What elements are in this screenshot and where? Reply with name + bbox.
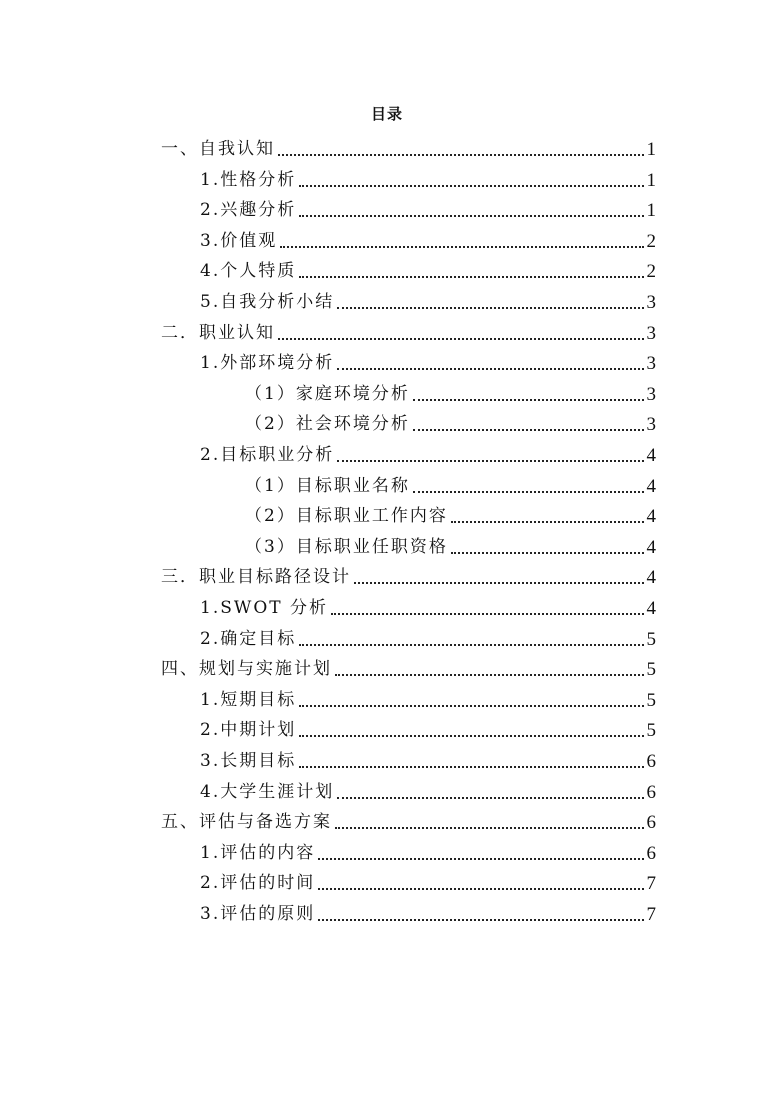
toc-entry-label: 1.外部环境分析 — [200, 353, 335, 374]
toc-entry-page-number: 4 — [646, 506, 656, 528]
toc-entry[interactable] — [245, 465, 656, 496]
toc-entry-page-number: 4 — [646, 598, 656, 619]
toc-entry-page-number: 1 — [646, 200, 656, 222]
toc-dot-leader — [318, 919, 644, 921]
toc-entry-label: 1.性格分析 — [200, 169, 297, 190]
toc-dot-leader — [299, 644, 644, 646]
toc-entry-page-number: 4 — [646, 445, 656, 466]
toc-entry[interactable] — [200, 250, 656, 281]
toc-entry-page-number: 4 — [646, 475, 656, 497]
toc-entry[interactable] — [200, 893, 656, 924]
toc-entry-label: （2）社会环境分析 — [245, 414, 410, 435]
toc-entry[interactable] — [161, 312, 656, 343]
toc-title: 目录 — [370, 105, 403, 123]
toc-entry-page-number: 2 — [646, 230, 656, 252]
toc-dot-leader — [413, 429, 644, 431]
toc-entry-label: 2.兴趣分析 — [200, 200, 297, 221]
toc-entry-label: 五、评估与备选方案 — [161, 812, 332, 833]
toc-dot-leader — [413, 399, 644, 401]
toc-entry[interactable] — [161, 128, 656, 159]
toc-entry[interactable] — [200, 618, 656, 649]
toc-entry-label: 三．职业目标路径设计 — [161, 567, 351, 588]
toc-dot-leader — [280, 246, 644, 248]
toc-entry-label: 4.大学生涯计划 — [200, 781, 335, 802]
toc-dot-leader — [299, 705, 644, 707]
toc-dot-leader — [318, 858, 644, 860]
toc-entry-label: 1.评估的内容 — [200, 842, 316, 863]
toc-entry-label: 3.价值观 — [200, 230, 278, 251]
toc-dot-leader — [337, 368, 644, 370]
toc-entry-page-number: 1 — [646, 139, 656, 160]
toc-entry[interactable] — [245, 526, 656, 557]
toc-entry-label: 3.长期目标 — [200, 751, 297, 771]
toc-entry-page-number: 3 — [646, 292, 656, 313]
toc-entry-page-number: 6 — [646, 842, 656, 864]
toc-dot-leader — [278, 338, 644, 340]
toc-entry-label: （2）目标职业工作内容 — [245, 506, 448, 527]
toc-entry-page-number: 6 — [646, 751, 656, 772]
toc-entry-label: 2.评估的时间 — [200, 873, 316, 894]
toc-dot-leader — [335, 674, 644, 676]
toc-entry[interactable] — [200, 189, 656, 220]
toc-entry[interactable] — [200, 587, 656, 618]
toc-dot-leader — [318, 888, 644, 890]
toc-entry[interactable] — [200, 832, 656, 863]
toc-dot-leader — [299, 215, 644, 217]
toc-entry[interactable] — [200, 434, 656, 465]
toc-entry[interactable] — [161, 556, 656, 587]
toc-dot-leader — [451, 552, 644, 554]
toc-entry-page-number: 5 — [646, 628, 656, 650]
toc-entry[interactable] — [161, 648, 656, 679]
toc-dot-leader — [354, 582, 644, 584]
toc-entry-page-number: 3 — [646, 383, 656, 405]
toc-entry-page-number: 6 — [646, 812, 656, 834]
toc-entry-label: （3）目标职业任职资格 — [245, 536, 448, 557]
toc-entry-page-number: 6 — [646, 781, 656, 803]
toc-dot-leader — [278, 154, 644, 156]
toc-entry-page-number: 7 — [646, 904, 656, 925]
toc-entry[interactable] — [200, 281, 656, 312]
toc-entry[interactable] — [200, 679, 656, 710]
toc-entry[interactable] — [200, 709, 656, 740]
toc-entry-page-number: 2 — [646, 261, 656, 283]
toc-entry[interactable] — [200, 740, 656, 771]
toc-entry-label: 2.确定目标 — [200, 628, 297, 649]
toc-entry[interactable] — [161, 801, 656, 832]
toc-entry-page-number: 5 — [646, 689, 656, 711]
toc-dot-leader — [299, 276, 644, 278]
toc-entry-page-number: 5 — [646, 659, 656, 681]
toc-dot-leader — [331, 613, 644, 615]
toc-entry[interactable] — [245, 373, 656, 404]
toc-entry-label: （1）家庭环境分析 — [245, 383, 410, 404]
toc-dot-leader — [337, 797, 644, 799]
toc-entry-page-number: 4 — [646, 567, 656, 589]
toc-entry-page-number: 3 — [646, 353, 656, 375]
toc-dot-leader — [335, 827, 644, 829]
toc-entry-page-number: 4 — [646, 536, 656, 558]
toc-entry-label: 1.短期目标 — [200, 689, 297, 710]
toc-dot-leader — [451, 521, 644, 523]
toc-entry-label: 二．职业认知 — [161, 322, 275, 343]
toc-dot-leader — [337, 307, 644, 309]
toc-entry-page-number: 3 — [646, 414, 656, 436]
toc-entry-label: 4.个人特质 — [200, 261, 297, 282]
toc-entry-page-number: 7 — [646, 873, 656, 895]
toc-entry[interactable] — [200, 220, 656, 251]
toc-entry-page-number: 5 — [646, 720, 656, 742]
toc-dot-leader — [413, 491, 644, 493]
toc-dot-leader — [299, 185, 644, 187]
toc-entry-label: 5.自我分析小结 — [200, 292, 335, 312]
toc-entry[interactable] — [200, 342, 656, 373]
toc-entry-label: 一、自我认知 — [161, 139, 275, 159]
toc-entry[interactable] — [200, 771, 656, 802]
toc-entry-label: 2.目标职业分析 — [200, 445, 335, 465]
toc-dot-leader — [299, 735, 644, 737]
toc-entry-page-number: 1 — [646, 169, 656, 191]
toc-entry[interactable] — [200, 159, 656, 190]
toc-entry[interactable] — [245, 403, 656, 434]
toc-entry-label: 2.中期计划 — [200, 720, 297, 741]
toc-dot-leader — [299, 766, 644, 768]
toc-entry-label: （1）目标职业名称 — [245, 475, 410, 496]
toc-entry[interactable] — [245, 495, 656, 526]
toc-entry[interactable] — [200, 862, 656, 893]
toc-entry-label: 3.评估的原则 — [200, 904, 316, 924]
toc-entry-label: 四、规划与实施计划 — [161, 659, 332, 680]
toc-entry-label: 1.SWOT 分析 — [200, 598, 329, 618]
toc-entry-page-number: 3 — [646, 322, 656, 344]
toc-dot-leader — [337, 460, 644, 462]
